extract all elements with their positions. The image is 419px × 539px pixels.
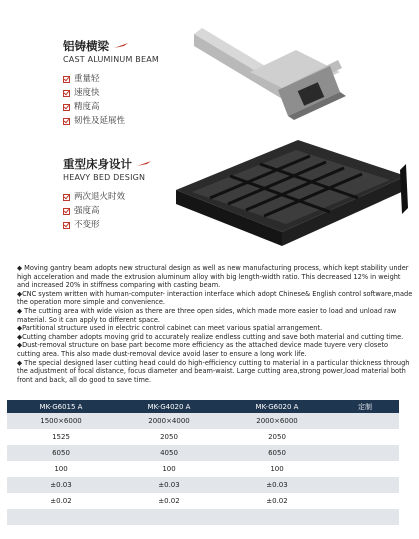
table-row: 6050 4050 6050 <box>7 445 399 461</box>
table-row: 1525 2050 2050 <box>7 429 399 445</box>
feature-bed-subtitle: HEAVY BED DESIGN <box>63 173 146 182</box>
list-item: 重量轻 <box>63 72 159 86</box>
list-item: 强度高 <box>63 204 151 218</box>
column-header: MK-G6020 A <box>223 400 331 413</box>
description-paragraph: ◆ The cutting area with wide vision as there are three open sides, which made more easier to load and unload raw material. So it can apply to different space. <box>17 306 397 324</box>
red-slash-icon <box>114 43 128 49</box>
red-slash-icon <box>137 161 151 167</box>
checkbox-icon <box>63 118 70 125</box>
column-header: MK-G6015 A <box>7 400 115 413</box>
checkbox-icon <box>63 104 70 111</box>
table-row: ±0.02 ±0.02 ±0.02 <box>7 493 399 509</box>
checkbox-icon <box>63 76 70 83</box>
list-item: 速度快 <box>63 86 159 100</box>
feature-bed-title: 重型床身设计 <box>63 157 132 171</box>
description-paragraph: ◆Dust-removal structure on base part become more efficiency as the attached device made tuyere very closeto cutting area. This also made dust-removal device avoid laser to ensure a long work life. <box>17 341 388 358</box>
feature-beam <box>63 38 159 128</box>
checkbox-icon <box>63 194 70 201</box>
checkbox-icon <box>63 90 70 97</box>
description-paragraph: ◆CNC system written with human-computer- interaction interface which adopt Chinese& English control software,made the operation more simple and convenience. <box>17 289 413 307</box>
table-header-row <box>7 400 399 413</box>
feature-bed-list <box>63 190 151 232</box>
description-paragraph: ◆Cutting chamber adopts moving grid to accurately realize endless cutting and save both material and cutting time. <box>17 332 404 341</box>
description-text <box>17 264 413 384</box>
feature-beam-subtitle: CAST ALUMINUM BEAM <box>63 55 160 64</box>
table-row: 1500×6000 2000×4000 2000×6000 <box>7 413 399 429</box>
table-row: 100 100 100 <box>7 461 399 477</box>
checkbox-icon <box>63 222 70 229</box>
table-row: ±0.03 ±0.03 ±0.03 <box>7 477 399 493</box>
table-row <box>7 509 399 525</box>
description-paragraph: ◆ The special designed laser cutting head could do high-efficiency cutting to material in a particular thickness through the adjustment of focal distance, focus diameter and beam-waist. Large cutting area,strong power,load material both front and back, all do good to save time. <box>17 358 410 384</box>
list-item: 不变形 <box>63 218 151 232</box>
list-item: 精度高 <box>63 100 159 114</box>
spec-table <box>7 400 399 525</box>
feature-beam-list <box>63 72 159 128</box>
description-paragraph: ◆ Moving gantry beam adopts new structural design as well as new manufacturing process, which kept stability under high acceleration and made the extrusion aluminum alloy with big length-width ratio. This decreased 12% in weight and increased 20% in stiffness comparing with casting beam. <box>17 264 409 290</box>
machine-bed-image <box>170 136 410 252</box>
list-item: 韧性及延展性 <box>63 114 159 128</box>
feature-bed <box>63 156 151 232</box>
checkbox-icon <box>63 208 70 215</box>
feature-beam-title: 铝铸横梁 <box>63 39 109 53</box>
aluminum-beam-image <box>190 20 350 120</box>
column-header: 定制 <box>331 400 399 413</box>
description-paragraph: ◆Partitional structure used in electric control cabinet can meet various spatial arrangement. <box>17 324 323 333</box>
column-header: MK-G4020 A <box>115 400 223 413</box>
list-item: 两次退火时效 <box>63 190 151 204</box>
